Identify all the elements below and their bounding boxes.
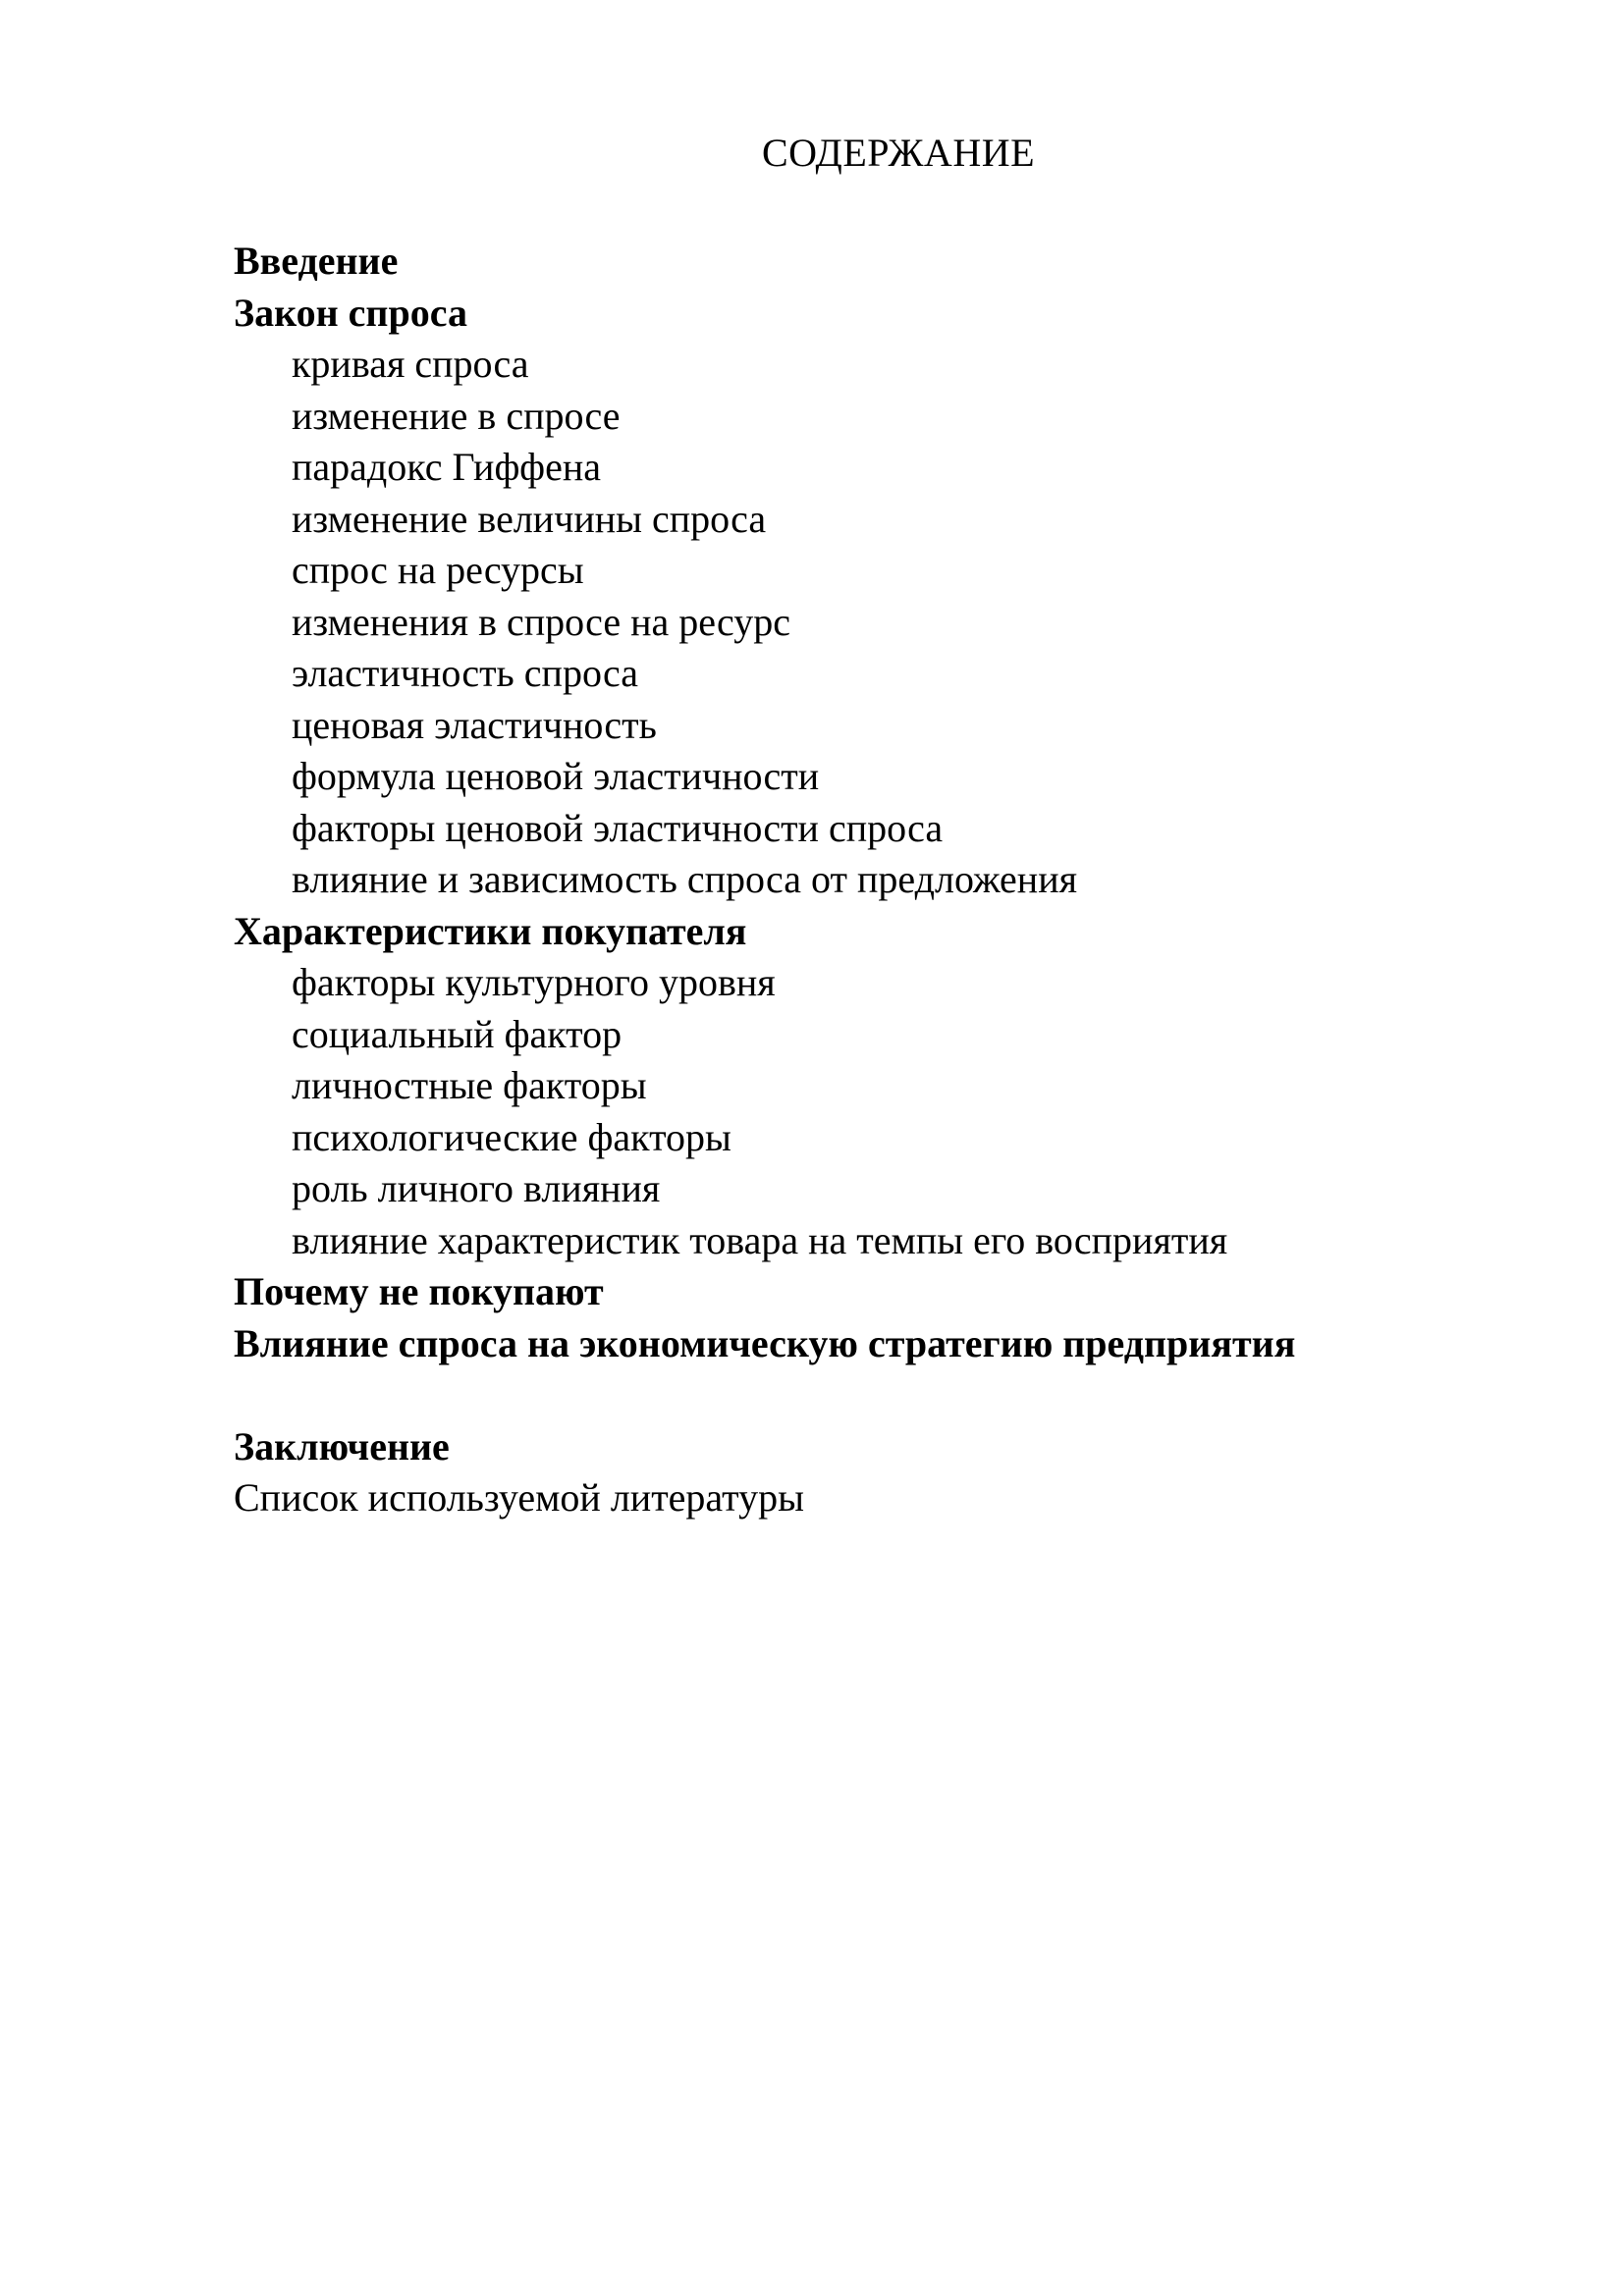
toc-bibliography: Список используемой литературы: [234, 1475, 804, 1520]
toc-subitem: кривая спроса: [292, 342, 529, 386]
toc-subitem: роль личного влияния: [292, 1166, 661, 1210]
toc-heading-demand-strategy: Влияние спроса на экономическую стратегию предприятия: [234, 1320, 1296, 1365]
toc-subitem: личностные факторы: [292, 1063, 647, 1107]
toc-subitem: парадокс Гиффена: [292, 445, 601, 489]
toc-spacer: [234, 1369, 1589, 1421]
toc-subitem: эластичность спроса: [292, 651, 638, 695]
toc-subitem: психологические факторы: [292, 1114, 731, 1159]
toc-subitem: изменение в спросе: [292, 393, 621, 438]
toc-subitem: изменение величины спроса: [292, 496, 767, 541]
toc-subitem: социальный фактор: [292, 1011, 623, 1056]
toc-heading-buyer-characteristics: Характеристики покупателя: [234, 908, 747, 953]
toc-subitem: факторы ценовой эластичности спроса: [292, 805, 944, 850]
toc-subitem: формула ценовой эластичности: [292, 754, 820, 798]
toc-subitem: влияние характеристик товара на темпы его восприятия: [292, 1217, 1228, 1262]
toc-subitem: влияние и зависимость спроса от предложения: [292, 857, 1078, 901]
toc-heading-why-not-buying: Почему не покупают: [234, 1269, 604, 1313]
toc-subitem: ценовая эластичность: [292, 702, 657, 747]
page-title: СОДЕРЖАНИЕ: [761, 131, 1036, 175]
toc-subitem: изменения в спросе на ресурс: [292, 599, 791, 644]
toc-subitem: спрос на ресурсы: [292, 548, 584, 592]
toc-heading-introduction: Введение: [234, 239, 399, 283]
toc-heading-conclusion: Заключение: [234, 1423, 450, 1468]
toc-heading-law-of-demand: Закон спроса: [234, 290, 467, 335]
toc-subitem: факторы культурного уровня: [292, 960, 776, 1004]
table-of-contents: [234, 236, 1589, 1524]
